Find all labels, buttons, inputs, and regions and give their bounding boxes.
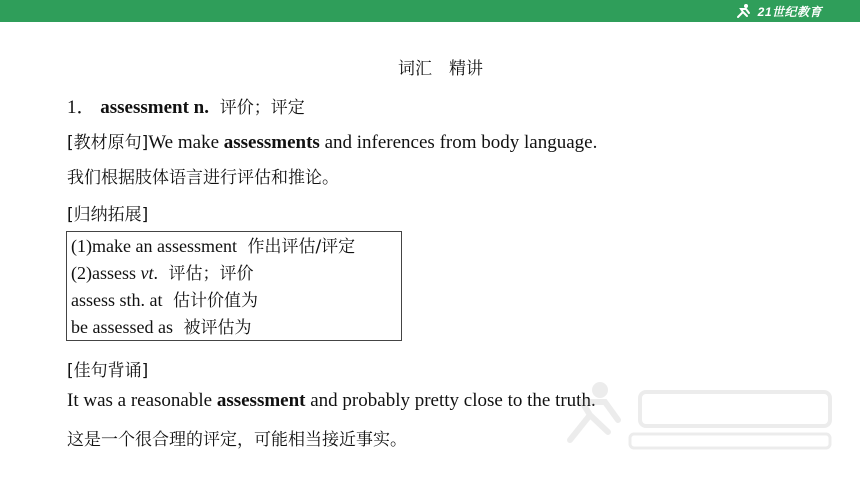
example-sentence-bold: assessment <box>216 390 306 411</box>
brand-logo <box>734 2 822 20</box>
textbook-sentence-post: and inferences from body language. <box>319 132 598 153</box>
textbook-translation: 我们根据肢体语言进行评估和推论。 <box>67 168 339 188</box>
expansion-row <box>71 287 397 314</box>
expansion-label: [归纳拓展] <box>67 205 149 225</box>
section-title: 词汇 精讲 <box>398 59 483 79</box>
item-number: 1． <box>67 97 96 118</box>
expansion-en: assess sth. at <box>71 290 163 310</box>
expansion-cn: 估计价值为 <box>173 291 258 311</box>
vocab-word: assessment n. <box>100 97 209 118</box>
textbook-label: [教材原句] <box>67 133 149 153</box>
expansion-en: be assessed as <box>71 317 173 337</box>
textbook-sentence-pre: We make <box>148 132 224 153</box>
expansion-row <box>71 260 397 287</box>
expansion-en-italic: vt <box>140 263 154 283</box>
expansion-cn: 评估；评价 <box>168 264 254 284</box>
example-label: [佳句背诵] <box>67 361 149 381</box>
expansion-row <box>71 314 397 341</box>
expansion-box <box>66 231 402 341</box>
expansion-en: (1)make an assessment <box>71 236 237 256</box>
expansion-row <box>71 233 397 260</box>
textbook-sentence-line <box>67 128 597 154</box>
expansion-cn: 作出评估/评定 <box>247 237 356 257</box>
example-sentence-line <box>67 390 596 412</box>
example-sentence-post: and probably pretty close to the truth. <box>305 390 596 411</box>
example-sentence-pre: It was a reasonable <box>67 390 217 411</box>
logo-text: 21世纪教育 <box>757 4 822 19</box>
watermark-logo-icon <box>560 370 840 460</box>
textbook-sentence-bold: assessments <box>223 132 320 153</box>
expansion-cn: 被评估为 <box>183 318 252 338</box>
vocab-item-line <box>67 92 305 119</box>
top-bar <box>0 0 860 22</box>
expansion-en: (2)assess <box>71 263 141 283</box>
expansion-en-post: . <box>153 263 158 283</box>
vocab-meaning: 评价；评定 <box>219 98 305 118</box>
runner-logo-icon <box>734 3 754 19</box>
example-translation: 这是一个很合理的评定，可能相当接近事实。 <box>67 430 407 450</box>
